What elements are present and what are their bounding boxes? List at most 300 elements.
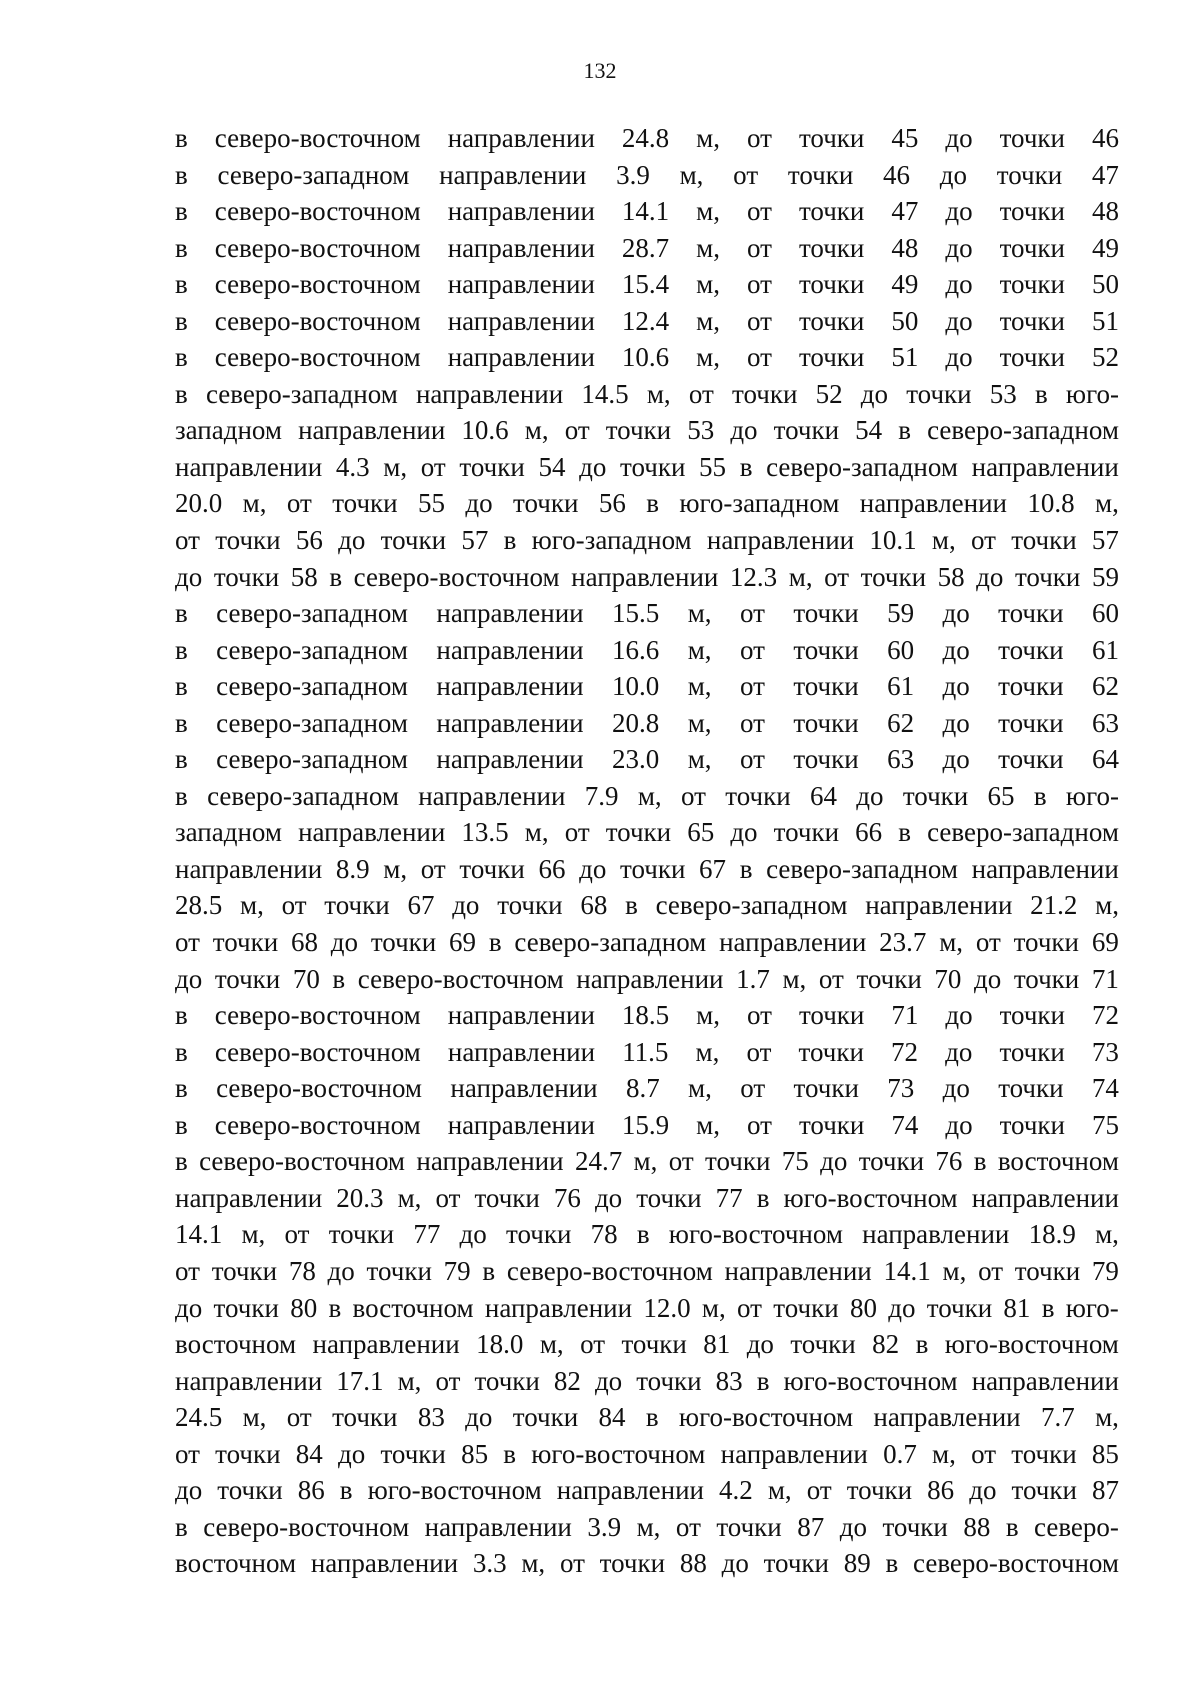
word: точки	[1014, 1255, 1081, 1286]
word: направлении	[859, 488, 1008, 519]
word: от	[733, 159, 759, 190]
word: в	[175, 269, 188, 300]
word: юго-восточном	[367, 1475, 542, 1506]
text-line	[175, 1509, 1119, 1546]
word: до	[945, 123, 973, 153]
word: м,	[696, 342, 720, 373]
word: м,	[1095, 890, 1119, 921]
word: до	[338, 525, 366, 556]
text-line	[175, 705, 1119, 742]
word: 47	[1091, 159, 1119, 190]
word: точки	[998, 671, 1064, 702]
word: от	[737, 1292, 762, 1323]
word: до	[730, 415, 758, 446]
word: от	[175, 1438, 200, 1469]
word: 66	[538, 853, 566, 884]
word: точки	[605, 817, 672, 848]
word: точки	[798, 1000, 865, 1031]
word: 15.9	[621, 1109, 670, 1140]
word: 7.9	[584, 780, 619, 811]
word: 57	[461, 525, 489, 556]
word: в	[1034, 378, 1048, 409]
word: точки	[459, 853, 525, 884]
word: до	[860, 378, 889, 409]
word: точки	[999, 123, 1065, 153]
word: точки	[599, 1548, 666, 1579]
text-line	[175, 376, 1119, 413]
text-line	[175, 1290, 1119, 1327]
word: м,	[696, 1000, 720, 1031]
word: точки	[1011, 1475, 1077, 1506]
word: 17.1	[336, 1365, 384, 1396]
word: до	[942, 598, 970, 629]
word: до	[942, 707, 970, 738]
text-line	[175, 193, 1119, 230]
word: северо-западном	[927, 817, 1119, 848]
word: 54	[855, 415, 883, 446]
text-line	[175, 1070, 1119, 1107]
word: 55	[418, 488, 445, 519]
word: 65	[987, 780, 1015, 811]
word: 84	[598, 1402, 626, 1433]
word: северо-восточном	[214, 123, 421, 153]
word: 77	[413, 1219, 441, 1250]
word: 16.6	[612, 634, 660, 665]
word: до	[945, 342, 973, 373]
word: в	[175, 196, 188, 227]
word: 54	[538, 451, 566, 482]
word: 87	[1091, 1475, 1119, 1506]
word: направлении	[447, 123, 595, 153]
word: точки	[380, 525, 447, 556]
word: 60	[887, 634, 915, 665]
word: 72	[1091, 1000, 1119, 1031]
word: в	[175, 1073, 188, 1104]
word: до	[942, 744, 970, 775]
word: направлении	[439, 159, 587, 190]
word: м,	[633, 1146, 658, 1177]
word: от	[747, 232, 772, 263]
word: точки	[998, 707, 1064, 738]
word: м,	[687, 707, 712, 738]
word: до	[579, 451, 607, 482]
word: 24.7	[574, 1146, 623, 1177]
word: 70	[934, 963, 962, 994]
word: от	[739, 598, 765, 629]
word: западном	[175, 817, 282, 848]
word: 81	[1003, 1292, 1031, 1323]
word: в	[646, 488, 659, 519]
text-line	[175, 339, 1119, 376]
word: 70	[292, 963, 320, 994]
word: направлении	[418, 780, 566, 811]
word: точки	[858, 1146, 925, 1177]
text-line	[175, 997, 1119, 1034]
word: до	[856, 780, 884, 811]
word: направлении	[312, 1329, 460, 1360]
word: от	[175, 525, 200, 556]
word: направлении	[436, 598, 584, 629]
word: 76	[553, 1182, 581, 1213]
word: юго-	[1065, 378, 1119, 409]
word: точки	[998, 744, 1064, 775]
word: м,	[524, 817, 549, 848]
word: в	[898, 415, 911, 446]
word: точки	[215, 525, 281, 556]
word: до	[327, 1255, 355, 1286]
word: 58	[937, 561, 965, 592]
word: от	[739, 744, 765, 775]
word: 50	[891, 305, 919, 336]
word: 48	[891, 232, 919, 263]
word: направлении	[971, 1365, 1119, 1396]
word: м,	[931, 525, 956, 556]
word: 20.3	[336, 1182, 384, 1213]
word: м,	[383, 451, 408, 482]
word: от	[286, 1402, 312, 1433]
text-line	[175, 1034, 1119, 1071]
word: 12.0	[643, 1292, 691, 1323]
word: точки	[366, 1255, 432, 1286]
word: 63	[1091, 707, 1119, 738]
word: 59	[887, 598, 915, 629]
word: точки	[798, 342, 865, 373]
word: в	[175, 1109, 188, 1140]
word: северо-западном	[766, 853, 958, 884]
word: 75	[781, 1146, 809, 1177]
word: от	[747, 342, 772, 373]
word: направлении	[971, 451, 1119, 482]
word: 52	[1091, 342, 1119, 373]
word: до	[974, 963, 1002, 994]
word: 68	[290, 927, 318, 958]
text-line	[175, 1363, 1119, 1400]
word: м,	[701, 1292, 726, 1323]
text-line	[175, 157, 1119, 194]
word: 15.4	[621, 269, 670, 300]
text-line	[175, 668, 1119, 705]
text-line	[175, 1472, 1119, 1509]
word: 18.0	[476, 1329, 524, 1360]
word: северо-восточном	[214, 269, 421, 300]
word: 53	[687, 415, 715, 446]
word: 77	[715, 1182, 743, 1213]
word: 87	[797, 1511, 825, 1542]
text-line	[175, 887, 1119, 924]
word: 76	[935, 1146, 963, 1177]
word: в	[175, 598, 188, 629]
word: от	[806, 1475, 832, 1506]
word: в	[175, 780, 188, 811]
word: точки	[497, 890, 563, 921]
word: точки	[798, 196, 865, 227]
word: точки	[793, 1073, 859, 1104]
word: 73	[887, 1073, 915, 1104]
document-body	[175, 120, 1119, 1582]
word: м,	[646, 378, 671, 409]
word: 79	[443, 1255, 471, 1286]
word: 69	[449, 927, 477, 958]
word: точки	[856, 963, 922, 994]
word: в	[339, 1475, 353, 1506]
word: в	[482, 1255, 496, 1286]
word: м,	[767, 1475, 792, 1506]
word: направлении	[706, 525, 855, 556]
word: юго-восточном	[783, 1182, 958, 1213]
word: в	[175, 1036, 188, 1067]
word: от	[740, 1073, 766, 1104]
word: юго-западном	[679, 488, 840, 519]
word: 18.9	[1028, 1219, 1076, 1250]
word: 13.5	[461, 817, 509, 848]
text-line	[175, 303, 1119, 340]
word: 20.0	[175, 488, 223, 519]
text-line	[175, 449, 1119, 486]
word: направлении	[175, 1365, 323, 1396]
word: точки	[620, 853, 686, 884]
word: 63	[887, 744, 915, 775]
word: от	[435, 1365, 461, 1396]
word: 53	[989, 378, 1017, 409]
word: от	[747, 123, 772, 153]
word: в	[739, 853, 753, 884]
word: 47	[891, 196, 919, 227]
word: северо-восточном	[214, 196, 421, 227]
word: точки	[998, 1073, 1064, 1104]
word: 83	[417, 1402, 445, 1433]
word: точки	[705, 1146, 771, 1177]
word: восточном	[175, 1548, 297, 1579]
word: точки	[798, 1036, 864, 1067]
word: в	[898, 817, 911, 848]
word: юго-	[1065, 780, 1119, 811]
word: м,	[696, 196, 720, 227]
word: точки	[793, 634, 859, 665]
word: м,	[242, 1402, 267, 1433]
word: м,	[637, 780, 662, 811]
word: северо-восточном	[357, 963, 564, 994]
word: направлении	[298, 817, 446, 848]
word: от	[675, 1511, 701, 1542]
word: северо-восточном	[506, 1255, 713, 1286]
word: 74	[1091, 1073, 1119, 1104]
word: 4.3	[335, 451, 370, 482]
word: 46	[1091, 123, 1119, 153]
word: в	[175, 305, 188, 336]
word: северо-восточном	[214, 305, 421, 336]
word: 10.1	[869, 525, 917, 556]
text-line	[175, 741, 1119, 778]
word: до	[465, 1402, 493, 1433]
word: 67	[699, 853, 727, 884]
word: направлении	[447, 269, 595, 300]
word: до	[839, 1511, 867, 1542]
word: точки	[798, 305, 865, 336]
word: 28.7	[621, 232, 670, 263]
word: точки	[860, 561, 927, 592]
text-line	[175, 266, 1119, 303]
word: м,	[524, 415, 549, 446]
word: в	[175, 342, 188, 373]
word: 64	[809, 780, 837, 811]
word: точки	[636, 1365, 702, 1396]
word: м,	[1095, 1402, 1119, 1433]
word: 57	[1091, 525, 1119, 556]
word: 74	[891, 1109, 919, 1140]
word: северо-восточном	[214, 232, 421, 263]
word: юго-восточном	[531, 1438, 706, 1469]
word: 81	[703, 1329, 731, 1360]
text-line	[175, 814, 1119, 851]
word: направлении	[865, 890, 1013, 921]
word: 28.5	[175, 890, 223, 921]
word: направлении	[447, 342, 595, 373]
word: точки	[798, 123, 865, 153]
word: 83	[715, 1365, 743, 1396]
word: 10.6	[621, 342, 670, 373]
word: точки	[328, 1219, 395, 1250]
word: 14.5	[581, 378, 629, 409]
word: 73	[1091, 1036, 1119, 1067]
word: до	[175, 1292, 203, 1323]
word: северо-восточном	[214, 1000, 421, 1031]
word: до	[594, 1182, 623, 1213]
word: северо-восточном	[203, 1511, 410, 1542]
word: точки	[773, 1292, 839, 1323]
word: 71	[1091, 963, 1119, 994]
word: 78	[590, 1219, 618, 1250]
word: 85	[1091, 1438, 1119, 1469]
word: в	[756, 1365, 770, 1396]
word: от	[971, 525, 996, 556]
word: точки	[1011, 1438, 1077, 1469]
word: м,	[788, 561, 813, 592]
word: в	[329, 561, 343, 592]
word: 4.2	[719, 1475, 753, 1506]
word: м,	[696, 123, 720, 153]
word: западном	[175, 415, 282, 446]
word: направлении	[862, 1219, 1010, 1250]
word: до	[721, 1548, 749, 1579]
word: точки	[1014, 561, 1081, 592]
word: в	[175, 1146, 188, 1177]
word: до	[942, 634, 970, 665]
word: 10.0	[612, 671, 660, 702]
word: северо-восточном	[199, 1146, 406, 1177]
word: от	[688, 378, 714, 409]
word: точки	[732, 378, 798, 409]
word: м,	[521, 1548, 546, 1579]
word: направлении	[424, 1511, 572, 1542]
word: от	[175, 1255, 200, 1286]
word: точки	[999, 342, 1065, 373]
word: до	[945, 232, 973, 263]
word: 80	[849, 1292, 877, 1323]
word: м,	[782, 963, 807, 994]
word: в	[1041, 1292, 1055, 1323]
word: 48	[1091, 196, 1119, 227]
text-line	[175, 1253, 1119, 1290]
word: точки	[999, 1000, 1065, 1031]
word: точки	[999, 1109, 1065, 1140]
word: точки	[324, 890, 390, 921]
word: точки	[636, 1182, 702, 1213]
word: точки	[996, 159, 1063, 190]
word: в	[645, 1402, 659, 1433]
word: направлении	[436, 634, 584, 665]
word: северо-западном	[766, 451, 958, 482]
word: точки	[380, 1438, 446, 1469]
word: в	[625, 890, 638, 921]
word: до	[730, 817, 758, 848]
word: 85	[461, 1438, 489, 1469]
word: направлении	[447, 1000, 595, 1031]
word: 3.9	[616, 159, 650, 190]
word: северо-западном	[205, 378, 398, 409]
word: точки	[998, 598, 1064, 629]
word: точки	[793, 598, 859, 629]
word: 8.9	[335, 853, 370, 884]
text-line	[175, 1216, 1119, 1253]
word: до	[945, 305, 973, 336]
word: 52	[815, 378, 843, 409]
word: в	[175, 671, 188, 702]
word: от	[175, 927, 200, 958]
word: точки	[999, 1036, 1065, 1067]
word: 82	[553, 1365, 581, 1396]
word: 61	[1091, 634, 1119, 665]
text-line	[175, 230, 1119, 267]
word: до	[945, 269, 973, 300]
word: от	[747, 196, 772, 227]
word: точки	[332, 1402, 398, 1433]
text-line	[175, 1143, 1119, 1180]
word: 49	[1091, 232, 1119, 263]
word: до	[175, 963, 203, 994]
word: 56	[598, 488, 626, 519]
word: 10.8	[1027, 488, 1075, 519]
word: до	[820, 1146, 848, 1177]
word: точки	[882, 1511, 948, 1542]
word: точки	[1013, 963, 1080, 994]
word: в	[503, 525, 517, 556]
word: от	[978, 1255, 1004, 1286]
word: до	[746, 1329, 774, 1360]
word: м,	[687, 671, 712, 702]
text-line	[175, 595, 1119, 632]
page-number: 132	[583, 58, 617, 83]
word: северо-западном	[217, 159, 410, 190]
word: 3.9	[587, 1511, 622, 1542]
word: точки	[1013, 927, 1079, 958]
text-line	[175, 485, 1119, 522]
word: 15.5	[612, 598, 660, 629]
word: направлении	[971, 853, 1119, 884]
word: в	[636, 1219, 650, 1250]
word: от	[284, 1219, 310, 1250]
word: северо-западном	[655, 890, 848, 921]
word: 64	[1091, 744, 1119, 775]
word: м,	[687, 598, 712, 629]
word: от	[559, 1548, 585, 1579]
word: направлении	[724, 1255, 872, 1286]
word: 55	[699, 451, 727, 482]
word: от	[680, 780, 706, 811]
word: в	[1005, 1511, 1019, 1542]
word: в	[175, 634, 188, 665]
word: юго-восточном	[944, 1329, 1119, 1360]
word: направлении	[576, 963, 724, 994]
